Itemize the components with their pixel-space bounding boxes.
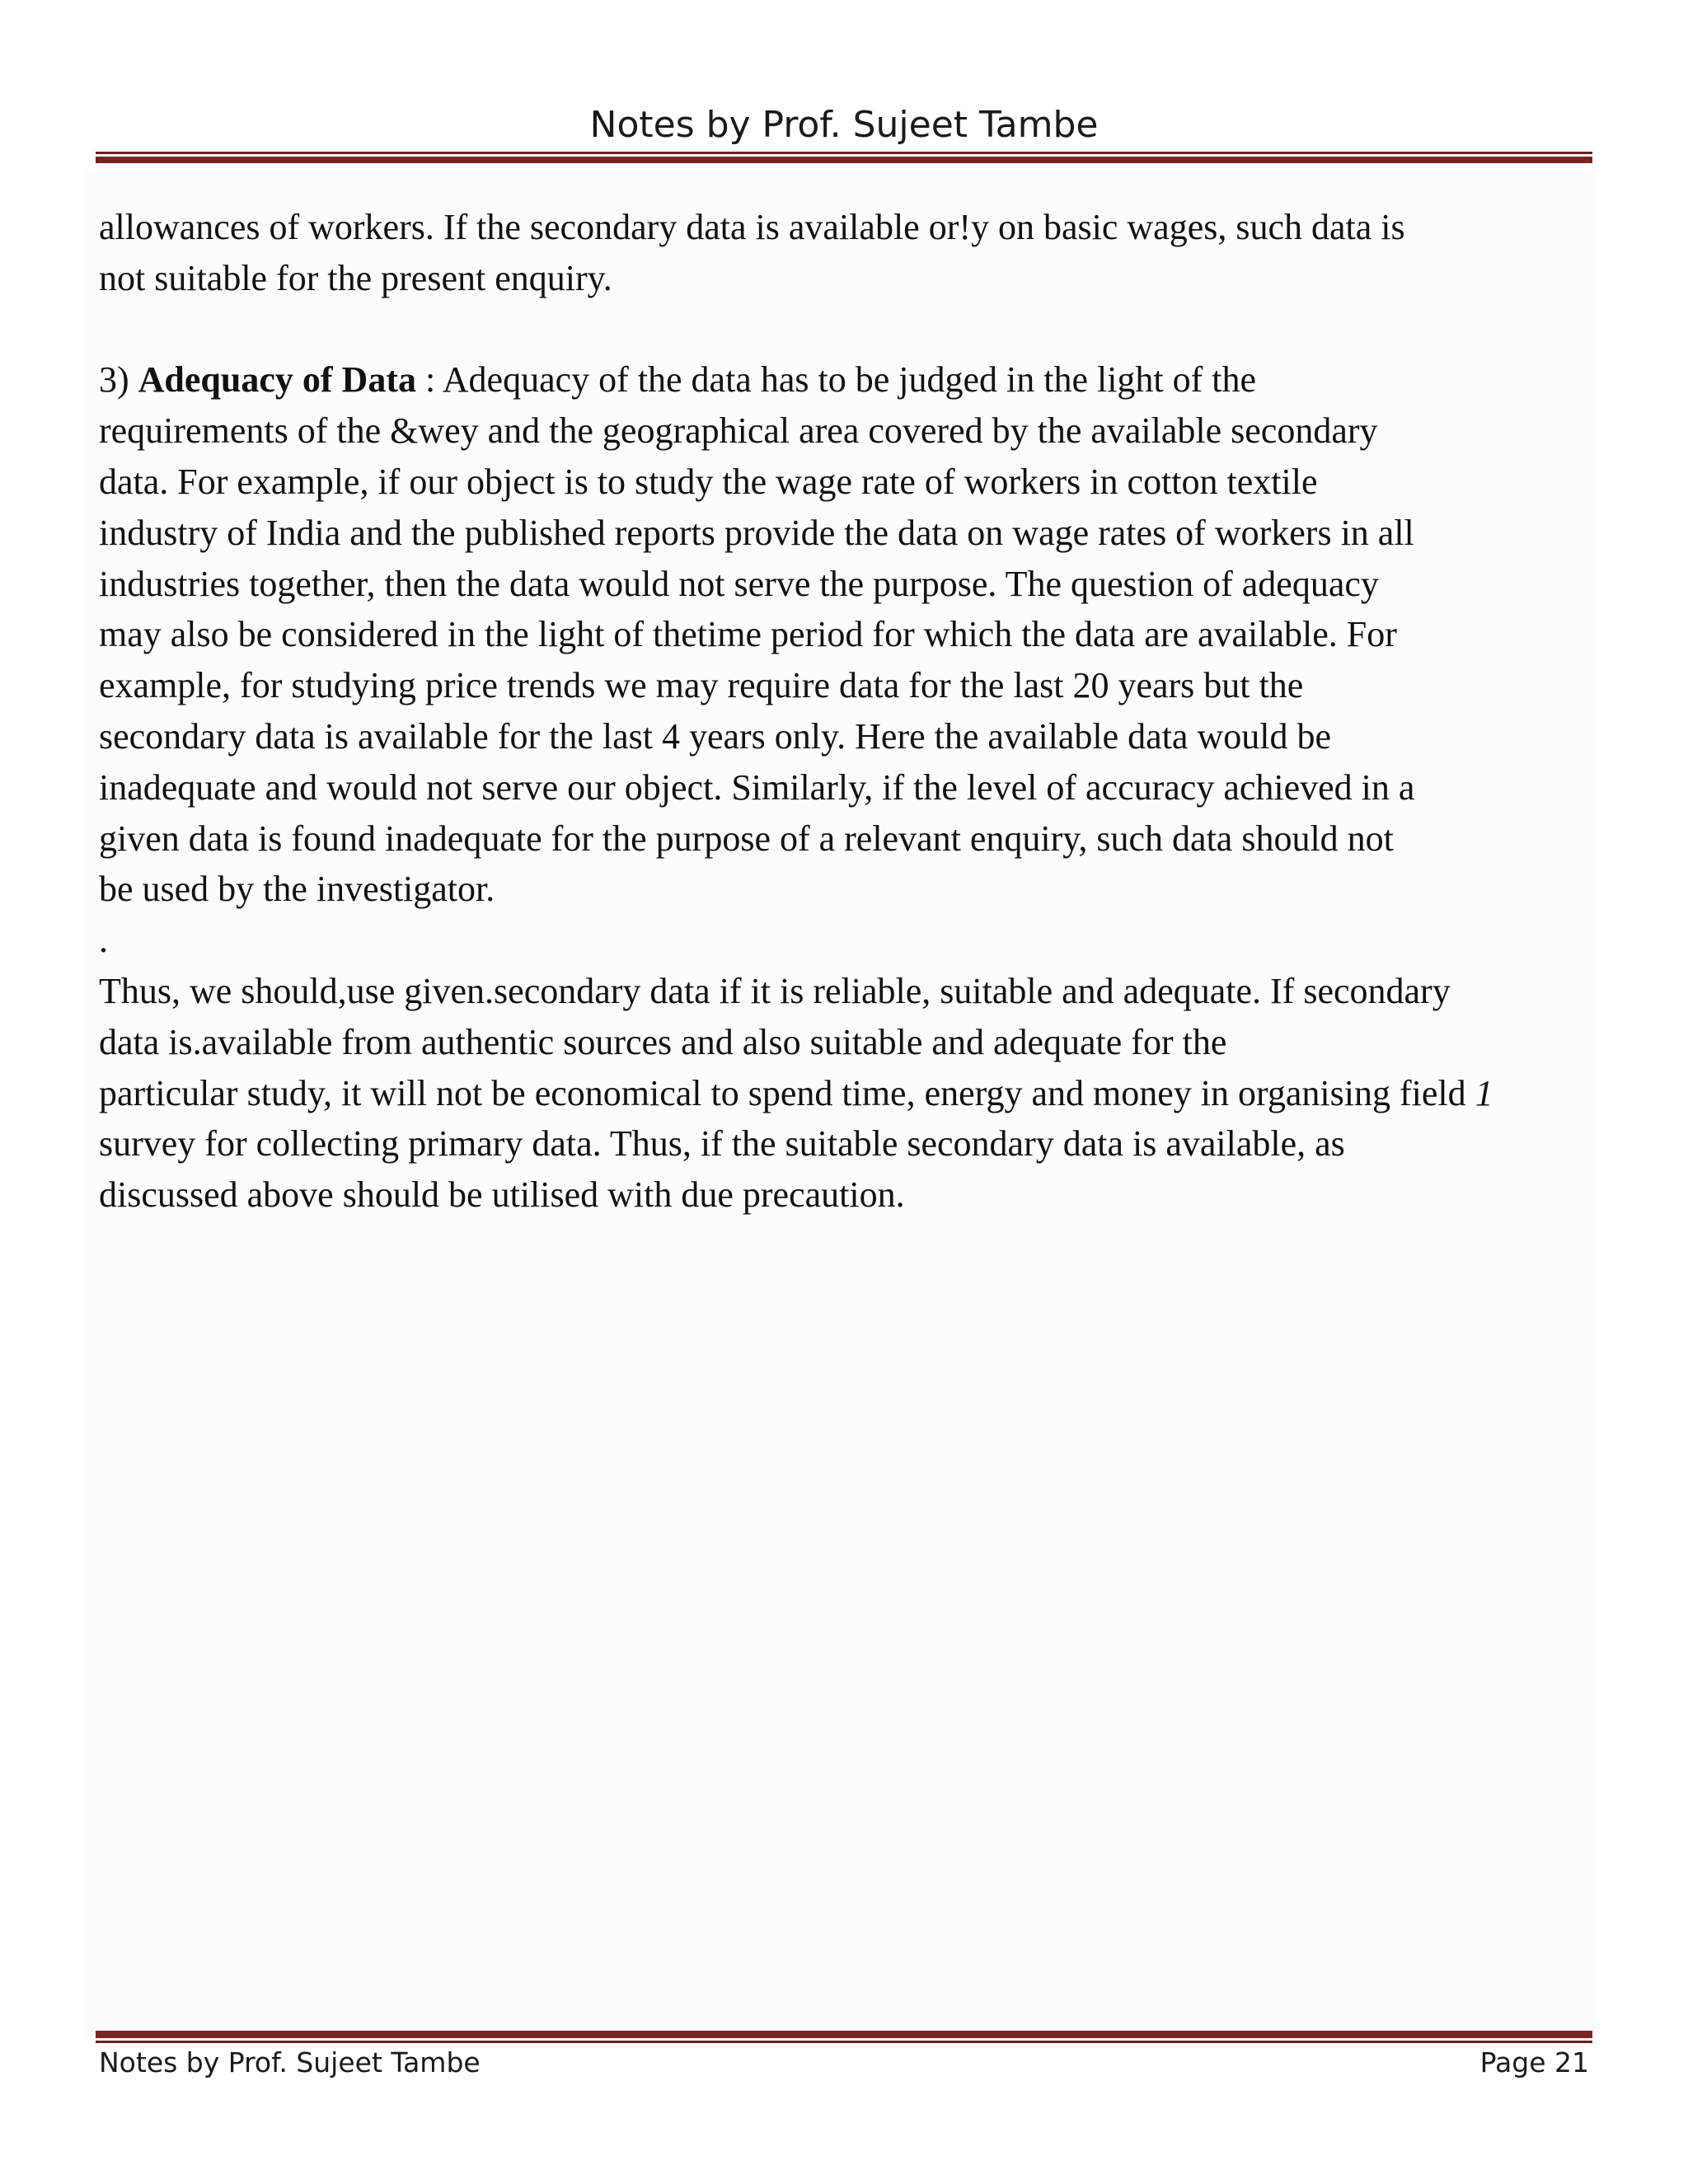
body-line: industries together, then the data would not serve the purpose. The question of adequacy bbox=[99, 563, 1379, 604]
body-line: data is.available from authentic sources and also suitable and adequate for the bbox=[99, 1021, 1227, 1062]
footer-rule bbox=[96, 2031, 1592, 2043]
body-line: inadequate and would not serve our object. Similarly, if the level of accuracy achieved in a bbox=[99, 766, 1415, 808]
page-header-title: Notes by Prof. Sujeet Tambe bbox=[589, 104, 1099, 146]
footer-page-number: Page 21 bbox=[1479, 2046, 1589, 2079]
body-line: may also be considered in the light of thetime period for which the data are available. For bbox=[99, 614, 1397, 655]
body-line: be used by the investigator. bbox=[99, 869, 495, 910]
footer-author: Notes by Prof. Sujeet Tambe bbox=[99, 2046, 481, 2079]
body-line bbox=[99, 1068, 1607, 1119]
body-line: allowances of workers. If the secondary data is available or!y on basic wages, such data is bbox=[99, 207, 1405, 247]
body-line: discussed above should be utilised with due precaution. bbox=[99, 1174, 905, 1216]
section-number: 3) bbox=[99, 359, 138, 401]
document-body bbox=[99, 202, 1607, 1221]
body-line: example, for studying price trends we may require data for the last 20 years but the bbox=[99, 665, 1304, 706]
body-line: industry of India and the published reports provide the data on wage rates of workers in all bbox=[99, 512, 1414, 553]
header-rule bbox=[96, 152, 1592, 163]
stray-italic-mark: 1 bbox=[1475, 1072, 1493, 1113]
section-heading-line bbox=[99, 354, 1607, 405]
body-line: data. For example, if our object is to study the wage rate of workers in cotton textile bbox=[99, 461, 1318, 502]
body-line: not suitable for the present enquiry. bbox=[99, 257, 612, 298]
body-line: survey for collecting primary data. Thus, if the suitable secondary data is available, as bbox=[99, 1123, 1345, 1165]
body-line: secondary data is available for the last 4 years only. Here the available data would be bbox=[99, 715, 1331, 757]
body-line-text: particular study, it will not be economical to spend time, energy and money in organising field bbox=[99, 1072, 1475, 1113]
body-line: given data is found inadequate for the purpose of a relevant enquiry, such data should not bbox=[99, 818, 1394, 859]
stray-dot: . bbox=[99, 920, 108, 961]
section-heading: Adequacy of Data bbox=[138, 359, 416, 401]
body-line: requirements of the &wey and the geographical area covered by the available secondary bbox=[99, 410, 1378, 452]
section-first-line-text: : Adequacy of the data has to be judged in the light of the bbox=[415, 359, 1257, 401]
body-line: Thus, we should,use given.secondary data if it is reliable, suitable and adequate. If secondary bbox=[99, 970, 1451, 1011]
